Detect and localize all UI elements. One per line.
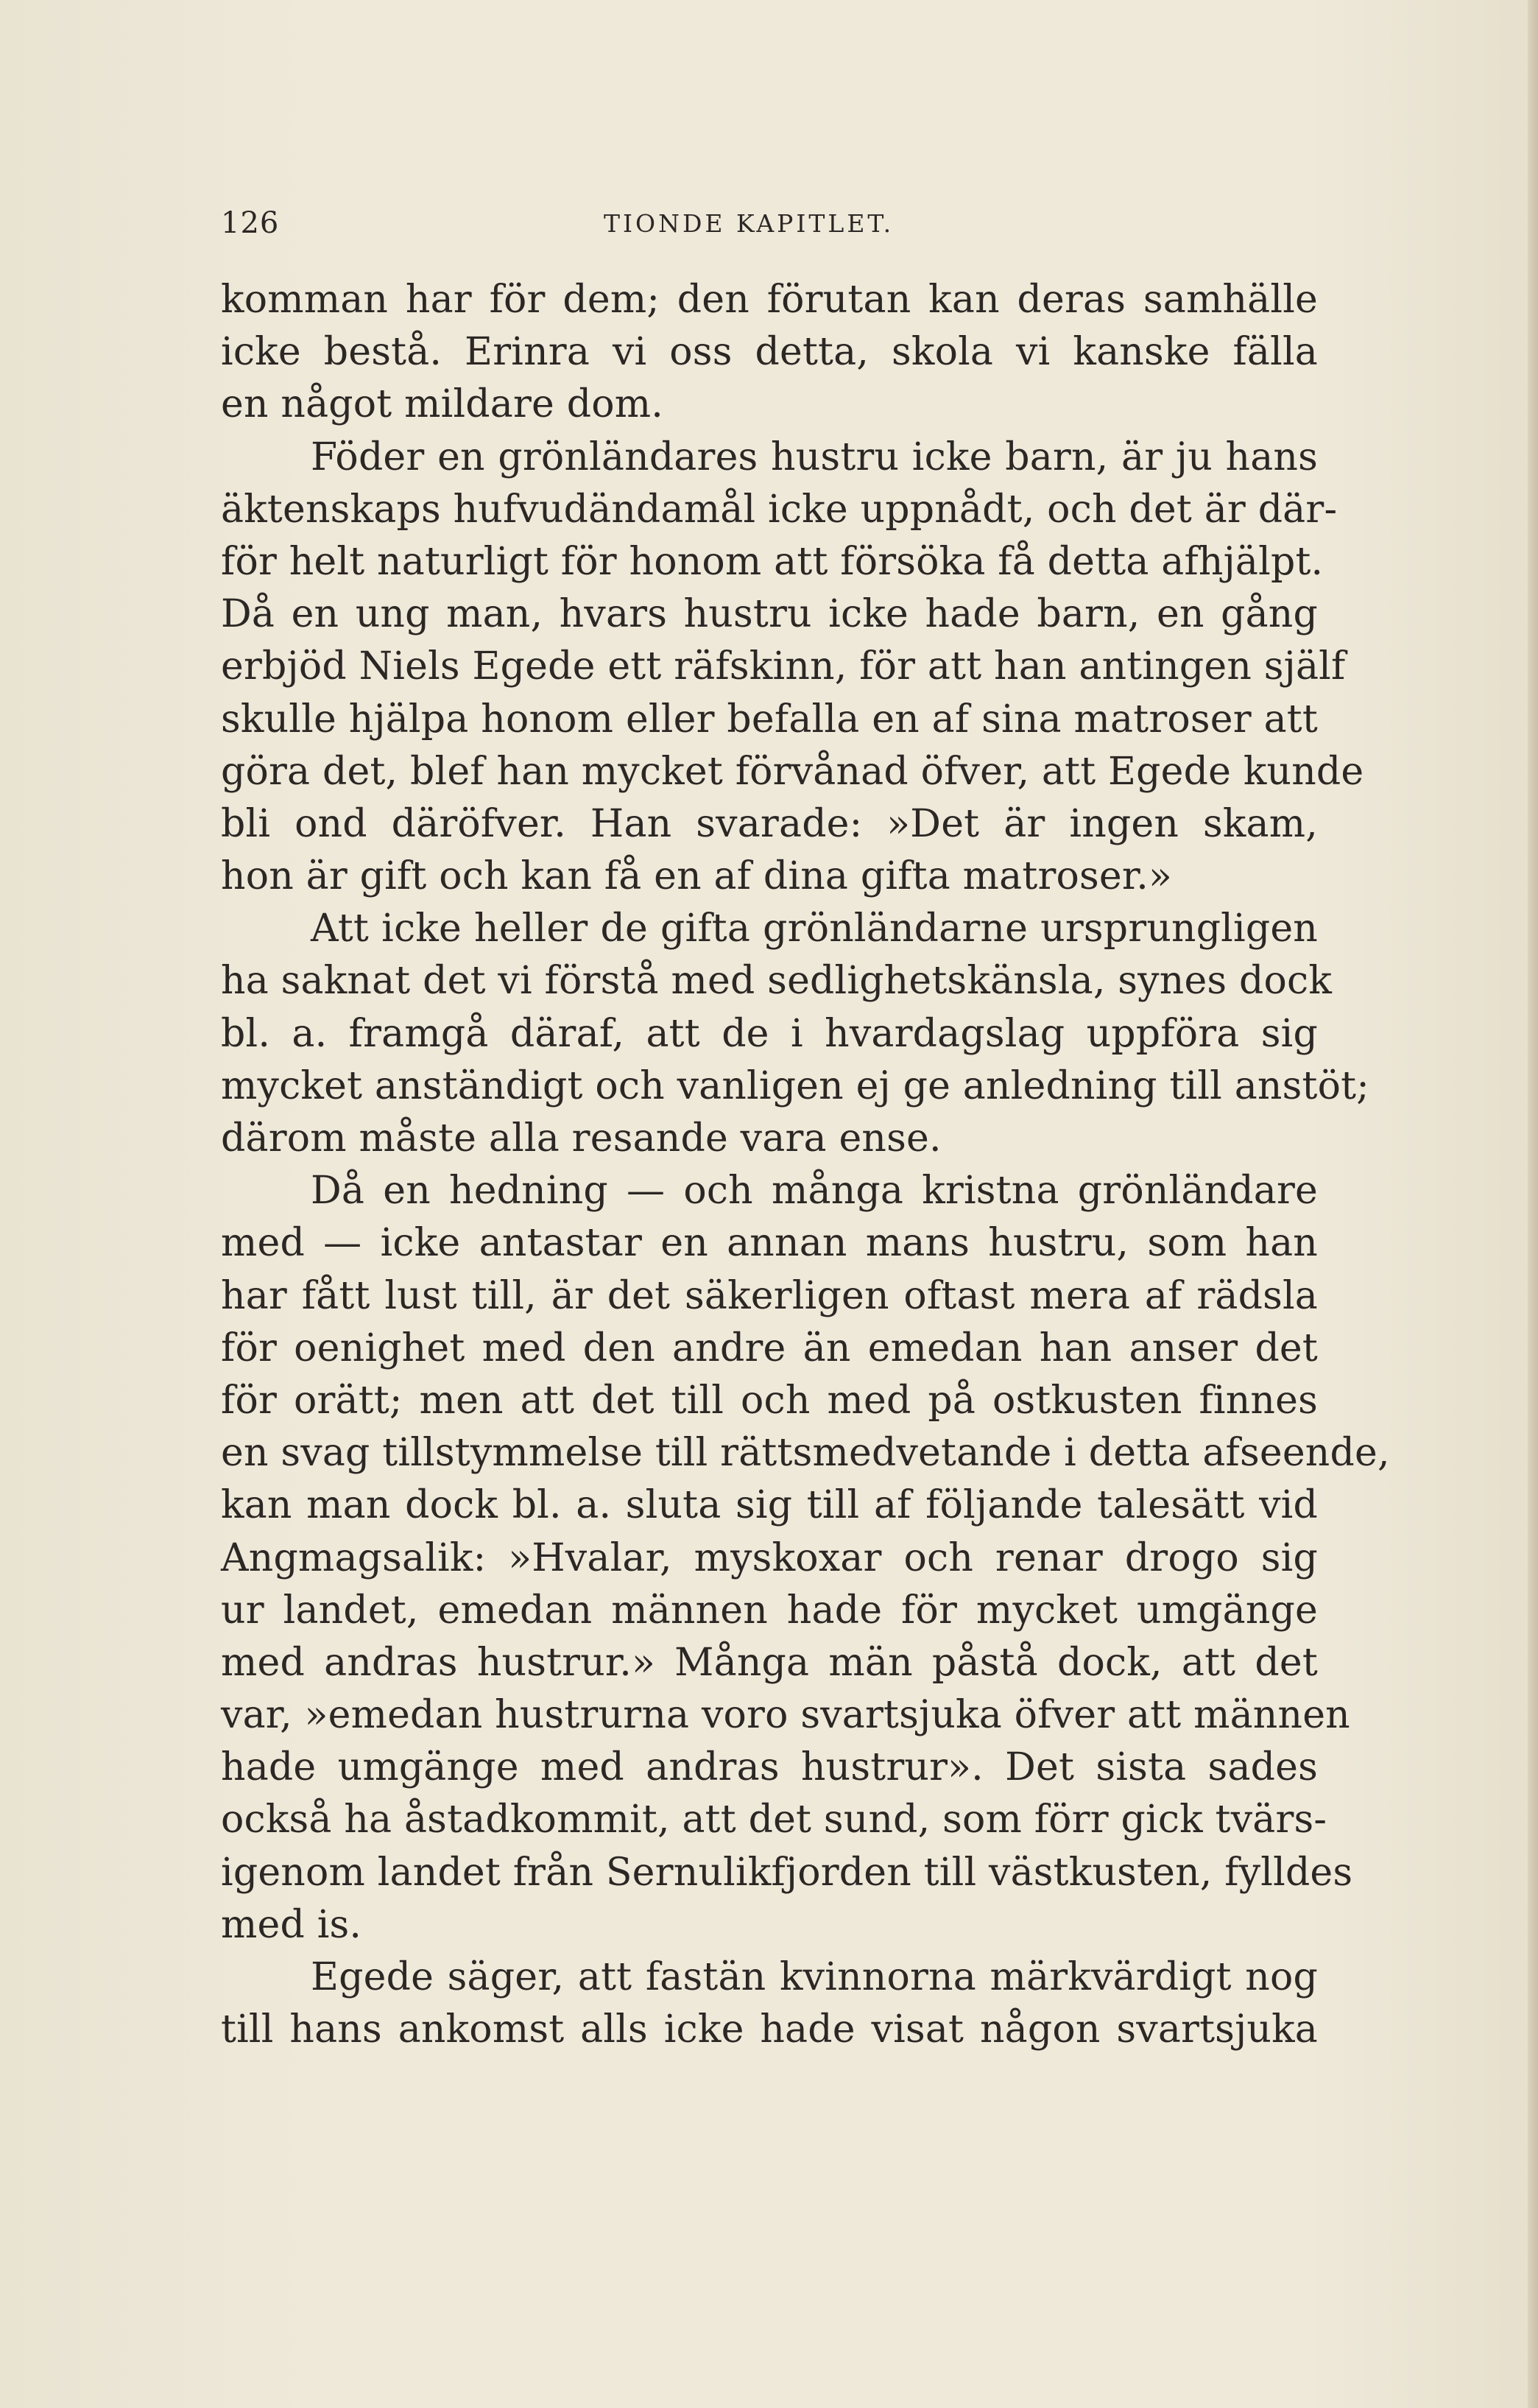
text-line: Egede säger, att fastän kvinnorna märkvärdigt nog — [311, 1955, 1318, 1999]
text-line: Föder en grönländares hustru icke barn, är ju hans — [311, 434, 1318, 479]
page-number: 126 — [221, 206, 280, 240]
text-line: med is. — [221, 1902, 362, 1947]
text-line: för helt naturligt för honom att försöka få detta afhjälpt. — [221, 539, 1324, 584]
text-line: komman har för dem; den förutan kan deras samhälle — [221, 278, 1318, 322]
running-head: TIONDE KAPITLET. — [604, 209, 895, 238]
text-line: också ha åstadkommit, att det sund, som förr gick tvärs- — [221, 1798, 1327, 1842]
text-line: bl. a. framgå däraf, att de i hvardagslag uppföra sig — [221, 1011, 1318, 1056]
text-line: hon är gift och kan få en af dina gifta matroser.» — [221, 854, 1172, 899]
body-text — [221, 274, 1390, 2056]
text-line: ha saknat det vi förstå med sedlighetskänsla, synes dock — [221, 959, 1333, 1004]
text-line: kan man dock bl. a. sluta sig till af följande talesätt vid — [221, 1483, 1318, 1528]
text-line: Att icke heller de gifta grönländarne ursprungligen — [311, 906, 1318, 951]
page-header — [221, 206, 1311, 247]
text-line: Då en ung man, hvars hustru icke hade barn, en gång — [221, 592, 1318, 637]
text-line: för oenighet med den andre än emedan han anser det — [221, 1326, 1318, 1370]
text-line: har fått lust till, är det säkerligen oftast mera af rädsla — [221, 1273, 1318, 1318]
text-line: bli ond däröfver. Han svarade: »Det är ingen skam, — [221, 801, 1318, 846]
text-line: en svag tillstymmelse till rättsmedvetande i detta afseende, — [221, 1431, 1390, 1476]
text-line: göra det, blef han mycket förvånad öfver, att Egede kunde — [221, 749, 1364, 794]
text-line: ur landet, emedan männen hade för mycket umgänge — [221, 1588, 1318, 1633]
text-line: Angmagsalik: »Hvalar, myskoxar och renar drogo sig — [221, 1535, 1318, 1580]
text-line: en något mildare dom. — [221, 382, 663, 427]
text-line: Då en hedning — och många kristna grönländare — [311, 1169, 1318, 1214]
text-line: erbjöd Niels Egede ett räfskinn, för att han antingen själf — [221, 644, 1346, 689]
text-line: till hans ankomst alls icke hade visat någon svartsjuka — [221, 2007, 1318, 2052]
text-line: med — icke antastar en annan mans hustru, som han — [221, 1221, 1318, 1266]
text-line: hade umgänge med andras hustrur». Det sista sades — [221, 1745, 1318, 1790]
text-line: med andras hustrur.» Många män påstå dock, att det — [221, 1640, 1318, 1685]
text-line: för orätt; men att det till och med på ostkusten finnes — [221, 1378, 1318, 1423]
text-line: mycket anständigt och vanligen ej ge anledning till anstöt; — [221, 1063, 1369, 1108]
text-line: äktenskaps hufvudändamål icke uppnådt, och det är där- — [221, 487, 1338, 532]
text-line: icke bestå. Erinra vi oss detta, skola vi kanske fälla — [221, 330, 1318, 375]
text-line: var, »emedan hustrurna voro svartsjuka öfver att männen — [221, 1693, 1350, 1738]
page-edge — [1528, 0, 1538, 2408]
text-line: därom måste alla resande vara ense. — [221, 1116, 942, 1161]
text-line: igenom landet från Sernulikfjorden till västkusten, fylldes — [221, 1850, 1353, 1895]
text-line: skulle hjälpa honom eller befalla en af sina matroser att — [221, 697, 1318, 742]
